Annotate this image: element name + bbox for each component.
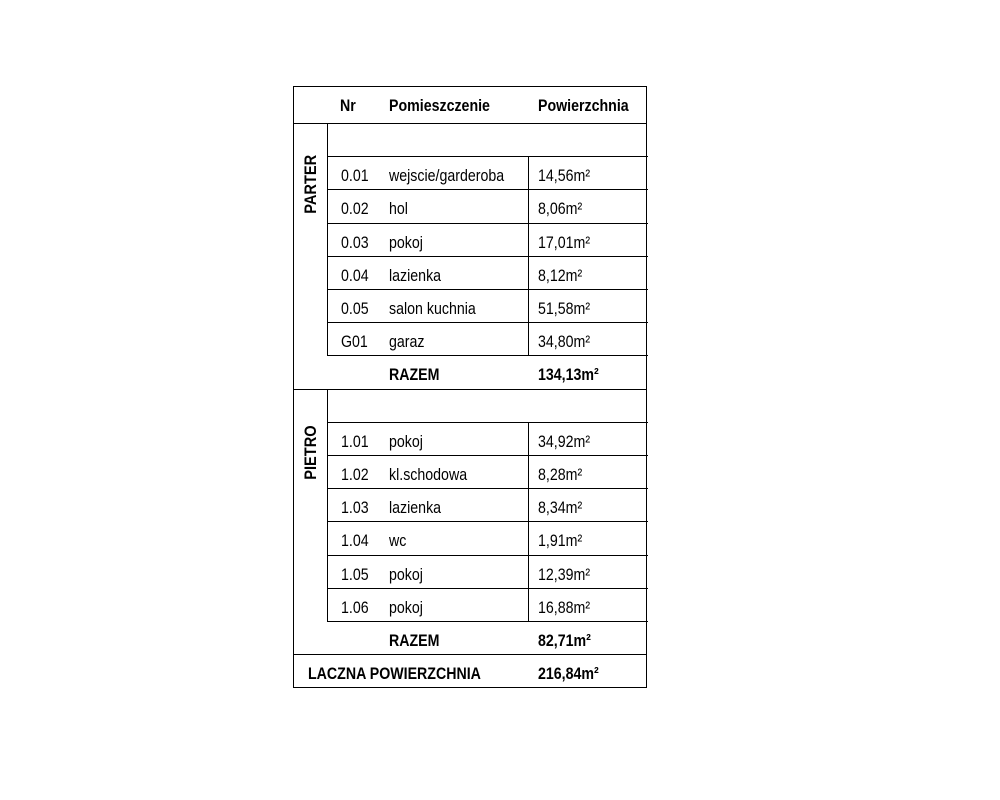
room-name: kl.schodowa xyxy=(389,466,468,484)
room-area: 17,01m² xyxy=(538,233,591,252)
room-area: 8,34m² xyxy=(538,499,583,518)
room-area: 16,88m² xyxy=(538,598,591,617)
room-area: 14,56m² xyxy=(538,167,591,186)
section-label: PARTER xyxy=(300,154,320,214)
area-column-divider xyxy=(528,455,529,488)
spacer-divider xyxy=(327,422,648,423)
room-name: salon kuchnia xyxy=(389,300,476,318)
room-number: 0.01 xyxy=(341,167,369,186)
room-area: 8,06m² xyxy=(538,200,583,219)
area-column-divider xyxy=(528,223,529,256)
section-label-column-divider xyxy=(327,123,328,355)
room-area-table xyxy=(293,86,647,688)
row-divider xyxy=(327,455,648,456)
room-area: 8,12m² xyxy=(538,266,583,285)
room-area: 34,92m² xyxy=(538,432,591,451)
area-column-divider xyxy=(528,555,529,588)
header-room: Pomieszczenie xyxy=(389,97,490,115)
room-number: 0.04 xyxy=(341,266,369,285)
section-total-label: RAZEM xyxy=(389,366,440,385)
room-name: lazienka xyxy=(389,499,442,518)
room-name: wejscie/garderoba xyxy=(389,167,505,186)
row-divider xyxy=(327,588,648,589)
area-column-divider xyxy=(528,521,529,554)
room-name: wc xyxy=(389,532,407,551)
area-column-divider xyxy=(528,189,529,222)
area-column-divider xyxy=(528,256,529,289)
room-number: 0.03 xyxy=(341,233,369,252)
spacer-divider xyxy=(327,156,648,157)
row-divider xyxy=(327,355,648,356)
area-column-divider xyxy=(528,488,529,521)
room-name: garaz xyxy=(389,333,425,352)
grand-total-area: 216,84m² xyxy=(538,665,599,684)
section-total-area: 134,13m² xyxy=(538,366,599,385)
area-column-divider xyxy=(528,289,529,322)
room-area: 8,28m² xyxy=(538,466,583,484)
area-column-divider xyxy=(528,588,529,621)
section-label: PIETRO xyxy=(300,425,320,480)
header-area: Powierzchnia xyxy=(538,97,629,115)
area-column-divider xyxy=(528,156,529,189)
room-name: pokoj xyxy=(389,233,423,252)
section-total-area: 82,71m² xyxy=(538,632,591,650)
row-divider xyxy=(327,488,648,489)
room-name: pokoj xyxy=(389,598,423,617)
room-name: hol xyxy=(389,200,408,219)
area-column-divider xyxy=(528,322,529,355)
room-name: pokoj xyxy=(389,432,423,451)
grand-total-label: LACZNA POWIERZCHNIA xyxy=(308,665,481,684)
room-name: pokoj xyxy=(389,565,423,584)
room-number: 1.05 xyxy=(341,565,369,584)
row-divider xyxy=(327,289,648,290)
section-divider xyxy=(294,389,646,390)
row-divider xyxy=(327,223,648,224)
room-area: 1,91m² xyxy=(538,532,583,551)
row-divider xyxy=(327,322,648,323)
row-divider xyxy=(327,521,648,522)
header-nr: Nr xyxy=(340,97,356,115)
room-number: G01 xyxy=(341,333,368,352)
room-area: 34,80m² xyxy=(538,333,591,352)
room-number: 1.04 xyxy=(341,532,369,551)
section-divider xyxy=(294,654,646,655)
room-number: 1.03 xyxy=(341,499,369,518)
row-divider xyxy=(327,189,648,190)
room-number: 0.02 xyxy=(341,200,369,219)
room-number: 1.02 xyxy=(341,466,369,484)
room-number: 1.01 xyxy=(341,432,369,451)
room-number: 0.05 xyxy=(341,300,369,318)
room-area: 12,39m² xyxy=(538,565,591,584)
row-divider xyxy=(327,256,648,257)
room-name: lazienka xyxy=(389,266,442,285)
room-number: 1.06 xyxy=(341,598,369,617)
room-area: 51,58m² xyxy=(538,300,591,318)
section-label-column-divider xyxy=(327,389,328,621)
row-divider xyxy=(327,621,648,622)
area-column-divider xyxy=(528,422,529,455)
header-divider xyxy=(294,123,646,124)
row-divider xyxy=(327,555,648,556)
section-total-label: RAZEM xyxy=(389,632,440,650)
